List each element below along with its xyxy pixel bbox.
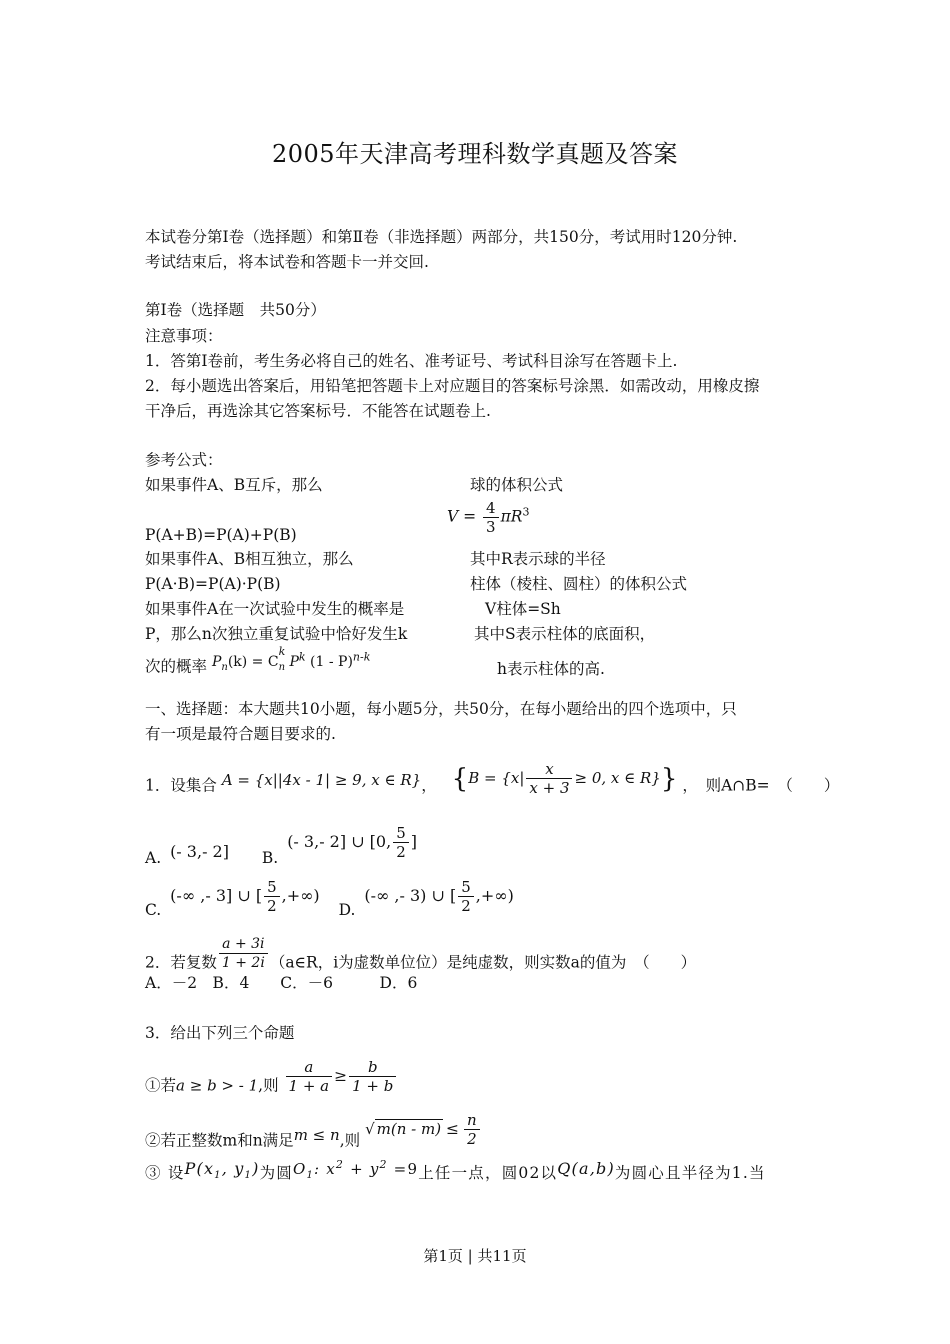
q1-option-d: (-∞ ,- 3) ∪ [ $\frac{5}{2}$ ,+∞) <box>364 878 514 915</box>
formula-right-6: h表示柱体的高. <box>497 660 605 678</box>
binomial-formula: $P_n(k) = C$ k $_n$ $P^k$ (1 - P)$^{n-k}$ <box>211 644 371 673</box>
formula-left-4: P(A·B)=P(A)·P(B) <box>145 575 281 593</box>
q1-options-cd <box>145 878 514 929</box>
intro-line-2: 考试结束后，将本试卷和答题卡一并交回. <box>145 253 429 271</box>
intro-line-1: 本试卷分第Ⅰ卷（选择题）和第Ⅱ卷（非选择题）两部分，共150分，考试用时120分钟. <box>145 228 738 246</box>
q3-proposition-3: ③ 设$P(x_1$, $y_1$)为圆$O_1$: $x^2 + y^2 =9$上任一点，圆02以Q(a,b)为圆心且半径为1.当 <box>145 1158 766 1182</box>
formula-left-1: 如果事件A、B互斥，那么 <box>145 476 323 494</box>
q1-option-d-label: D. <box>338 901 356 919</box>
formula-right-3: 柱体（棱柱、圆柱）的体积公式 <box>470 575 688 593</box>
formula-left-3: 如果事件A、B相互独立，那么 <box>145 550 354 568</box>
formula-left-5: 如果事件A在一次试验中发生的概率是 <box>145 600 405 618</box>
notes-label: 注意事项： <box>145 327 223 345</box>
q1-option-b-label: B. <box>261 849 279 867</box>
q2-fraction: $\frac{a + 3i}{1 + 2i}$ <box>219 935 268 972</box>
formula-right-2: 其中R表示球的半径 <box>470 550 606 568</box>
formula-left-6: P，那么n次独立重复试验中恰好发生k <box>145 625 408 643</box>
section1-line-2: 有一项是最符合题目要求的. <box>145 725 336 743</box>
formula-left-2: P(A+B)=P(A)+P(B) <box>145 526 297 544</box>
q3-proposition-1: ①若a ≥ b > - 1,则 $\frac{a}{1 + a}$ ≥ $\frac{b}{1 + b}$ <box>145 1068 398 1105</box>
q1-options-ab <box>145 824 417 877</box>
q1-option-b: (- 3,- 2] ∪ [0, $\frac{5}{2}$ ] <box>287 824 417 861</box>
part1-heading: 第Ⅰ卷（选择题 共50分） <box>145 301 326 319</box>
formula-right-1: 球的体积公式 <box>470 476 564 494</box>
q1-option-c-label: C. <box>145 901 162 919</box>
set-b-expression: {B = {x| $\frac{x}{x + 3}$ ≥ 0, x ∈ R}} <box>451 760 678 797</box>
page-footer: 第1页 | 共11页 <box>423 1247 527 1265</box>
q1-option-a-label: A. <box>145 849 162 867</box>
page-title: 2005年天津高考理科数学真题及答案 <box>271 140 679 168</box>
note-2b: 干净后，再选涂其它答案标号．不能答在试题卷上. <box>145 402 491 420</box>
note-1: 1．答第Ⅰ卷前，考生务必将自己的姓名、准考证号、考试科目涂写在答题卡上. <box>145 352 678 370</box>
question-2: 2．若复数 $\frac{a + 3i}{1 + 2i}$ （a∈R，i为虚数单位位）是纯虚数，则实数a的值为 （ ） <box>145 936 697 972</box>
note-2a: 2．每小题选出答案后，用铅笔把答题卡上对应题目的答案标号涂黑．如需改动，用橡皮擦 <box>145 377 760 395</box>
q3-proposition-2: ②若正整数m和n满足m ≤ n,则 √ m(n - m) ≤ $\frac{n}{2}$ <box>145 1123 482 1160</box>
set-a-expression: A = {x||4x - 1| ≥ 9, x ∈ R} <box>221 770 422 789</box>
binomial-formula-line <box>145 644 371 684</box>
formulas-label: 参考公式： <box>145 451 223 469</box>
section1-line-1: 一、选择题：本大题共10小题，每小题5分，共50分，在每小题给出的四个选项中，只 <box>145 700 737 718</box>
q2-options: A．－2 B．4 C．－6 D．6 <box>145 974 418 992</box>
q1-option-a: (- 3,- 2] <box>170 842 229 861</box>
formula-right-5: 其中S表示柱体的底面积， <box>474 625 656 643</box>
sphere-volume-formula: V = $\frac{4}{3}$ $\pi R^3$ <box>447 499 530 536</box>
question-3-title: 3．给出下列三个命题 <box>145 1024 295 1042</box>
q1-option-c: (-∞ ,- 3] ∪ [ $\frac{5}{2}$ ,+∞) <box>170 878 320 915</box>
formula-right-4: V柱体=Sh <box>485 600 561 618</box>
question-1: 1．设集合 A = {x||4x - 1| ≥ 9, x ∈ R}， {B = {x| $\frac{x}{x + 3}$ ≥ 0, x ∈ R}} ， 则A∩B= （ ） <box>145 760 840 797</box>
formula-left-7: 次的概率 <box>145 657 208 676</box>
